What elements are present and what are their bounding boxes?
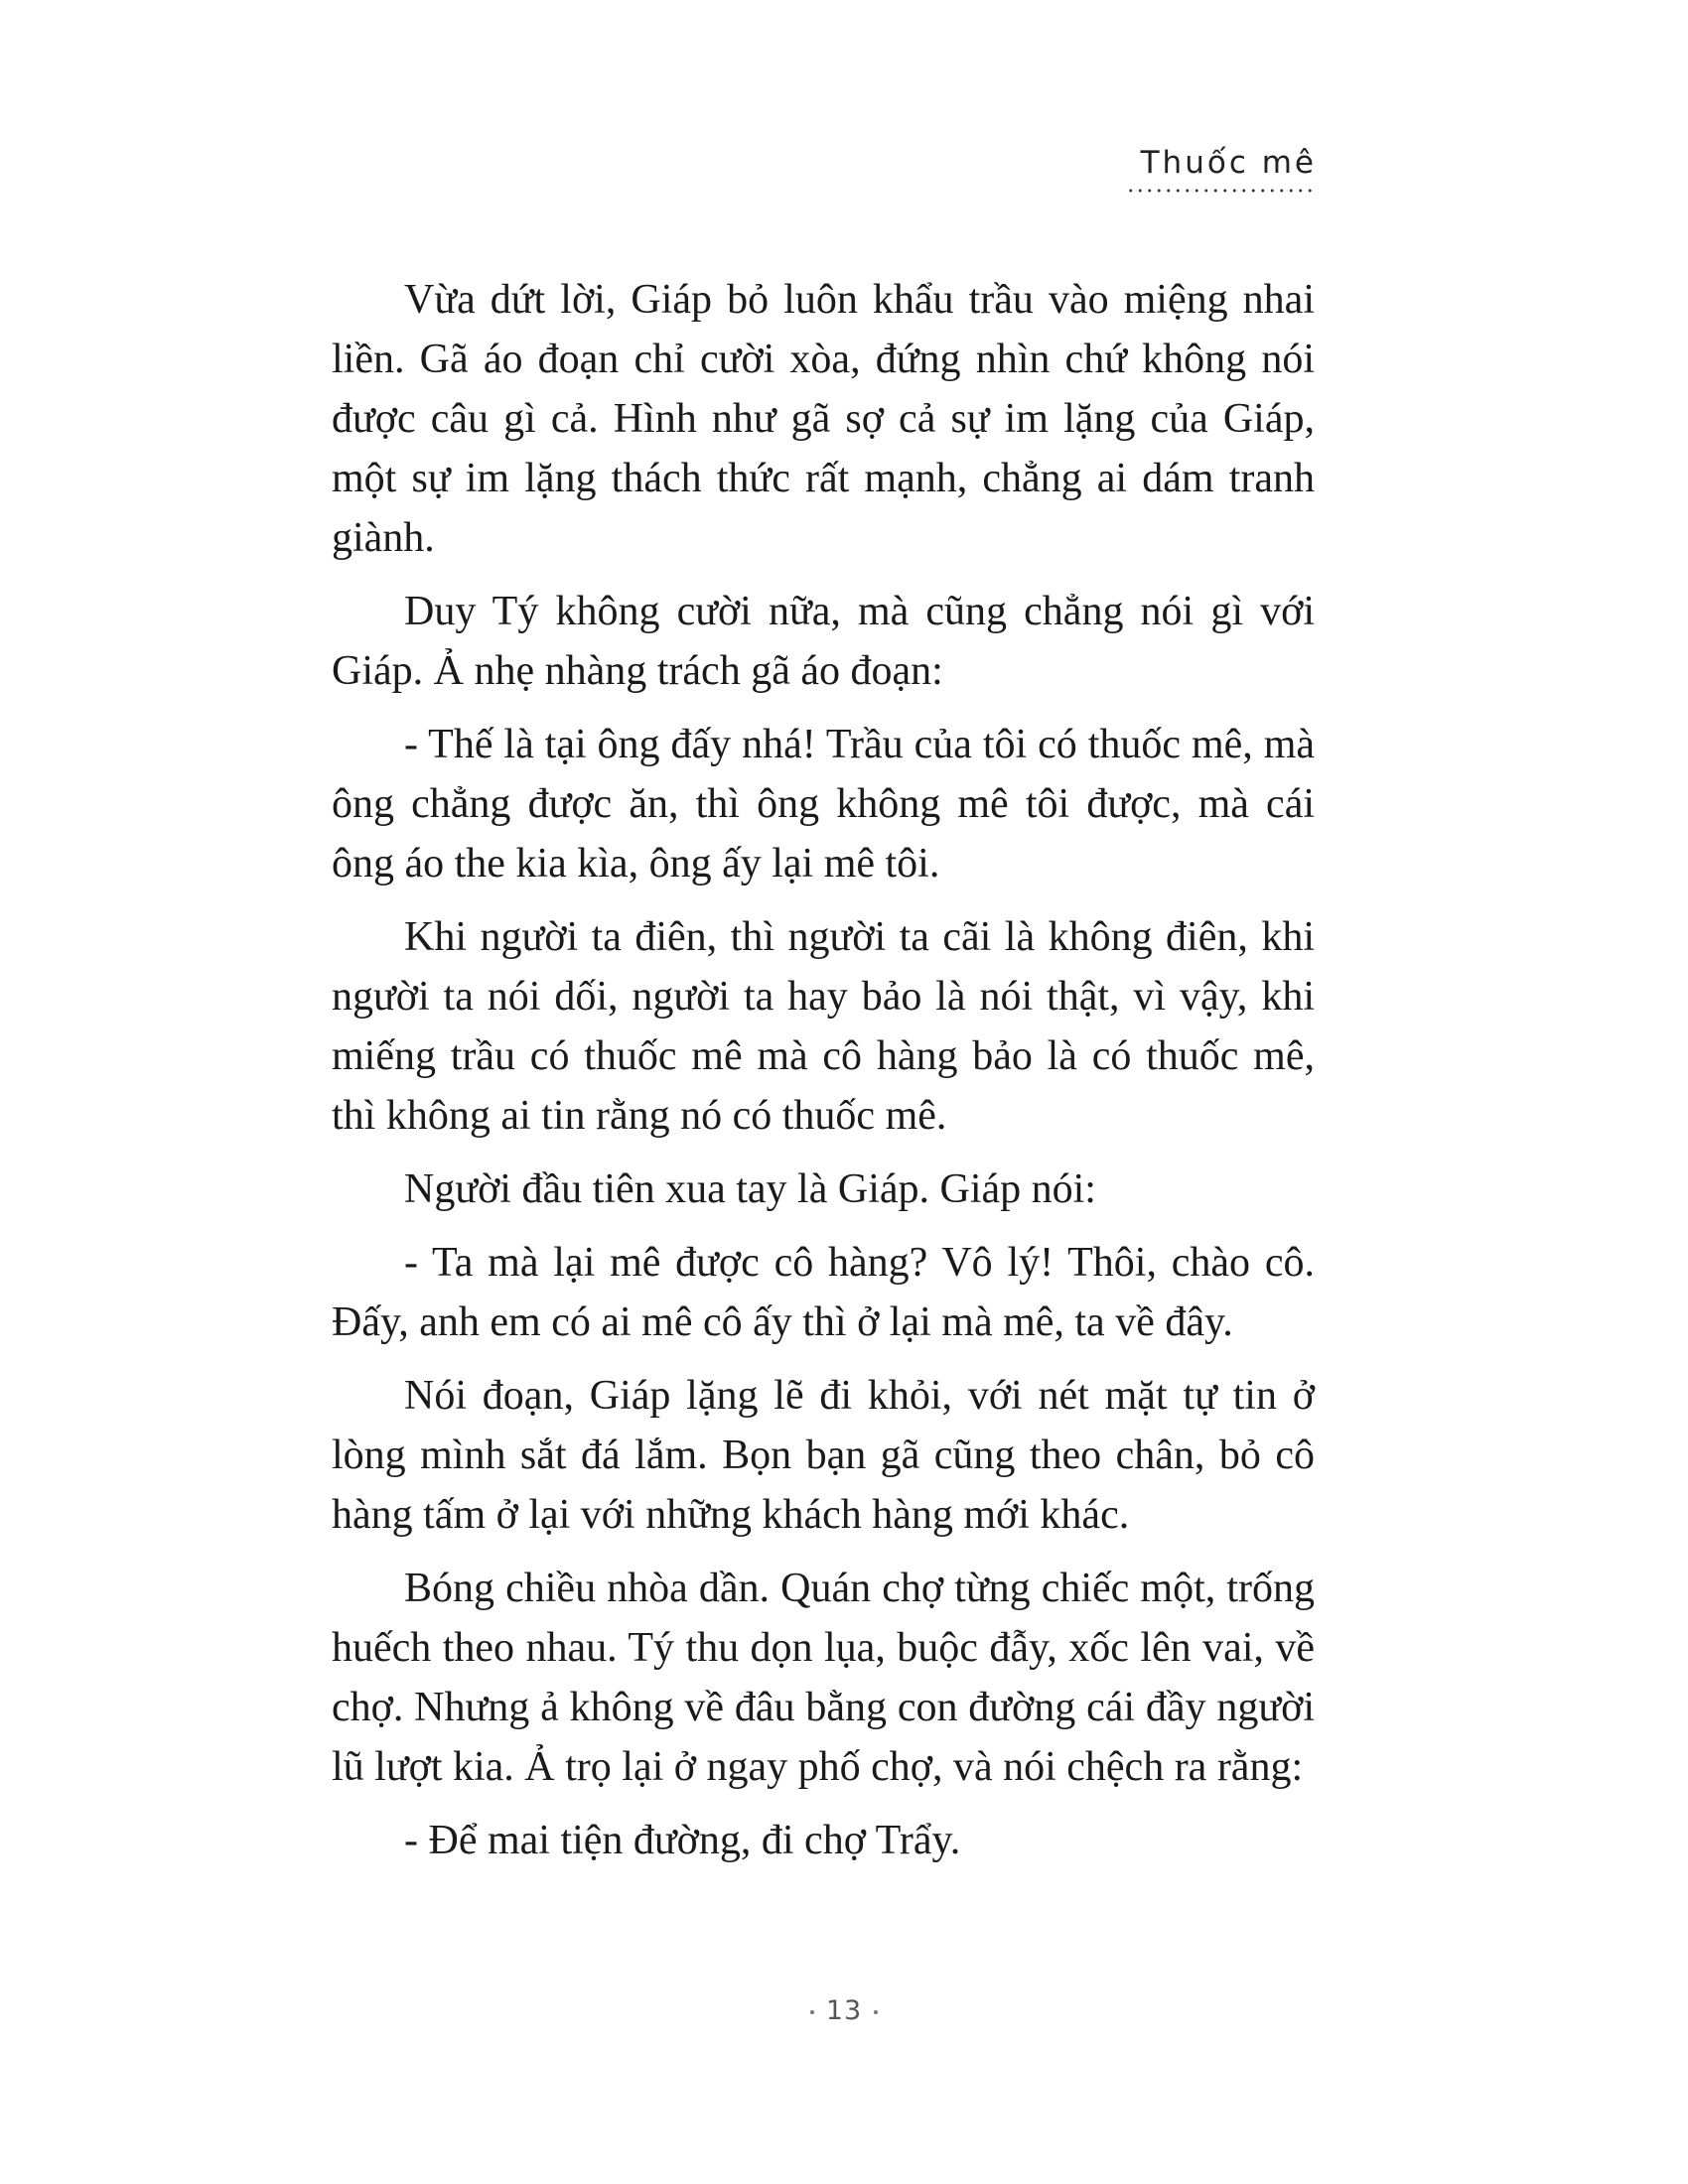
page-number: 13 [825, 1995, 863, 2026]
paragraph: Vừa dứt lời, Giáp bỏ luôn khẩu trầu vào miệng nhai liền. Gã áo đoạn chỉ cười xòa, đứng nhìn chứ không nói được câu gì cả. Hình như gã sợ cả sự im lặng của Giáp, một sự im lặng thách thức rất mạnh, chẳng ai dám tranh giành. [332, 277, 1315, 561]
paragraph: Khi người ta điên, thì người ta cãi là không điên, khi người ta nói dối, người ta hay bảo là nói thật, vì vậy, khi miếng trầu có thuốc mê mà cô hàng bảo là có thuốc mê, thì không ai tin rằng nó có thuốc mê. [332, 914, 1315, 1139]
paragraph: - Thế là tại ông đấy nhá! Trầu của tôi có thuốc mê, mà ông chẳng được ăn, thì ông không mê tôi được, mà cái ông áo the kia kìa, ông ấy lại mê tôi. [332, 722, 1315, 887]
paragraph: Người đầu tiên xua tay là Giáp. Giáp nói: [404, 1166, 1096, 1212]
paragraph: Nói đoạn, Giáp lặng lẽ đi khỏi, với nét mặt tự tin ở lòng mình sắt đá lắm. Bọn bạn gã cũng theo chân, bỏ cô hàng tấm ở lại với những khách hàng mới khác. [332, 1373, 1315, 1538]
paragraph: Bóng chiều nhòa dần. Quán chợ từng chiếc một, trống huếch theo nhau. Tý thu dọn lụa, buộc đẫy, xốc lên vai, về chợ. Nhưng ả không về đâu bằng con đường cái đầy người lũ lượt kia. Ả trọ lại ở ngay phố chợ, và nói chệch ra rằng: [332, 1566, 1315, 1790]
running-header [1126, 143, 1317, 193]
paragraph: Duy Tý không cười nữa, mà cũng chẳng nói gì với Giáp. Ả nhẹ nhàng trách gã áo đoạn: [332, 589, 1315, 694]
page-footer [0, 1995, 1688, 2026]
body-text [332, 270, 1315, 1884]
footer-dot-right [874, 2010, 878, 2014]
footer-dot-left [810, 2010, 814, 2014]
paragraph: - Để mai tiện đường, đi chợ Trẩy. [404, 1818, 961, 1863]
header-dotted-rule [1126, 189, 1317, 193]
paragraph: - Ta mà lại mê được cô hàng? Vô lý! Thôi, chào cô. Đấy, anh em có ai mê cô ấy thì ở lại mà mê, ta về đây. [332, 1240, 1315, 1345]
running-title: Thuốc mê [1140, 145, 1317, 181]
